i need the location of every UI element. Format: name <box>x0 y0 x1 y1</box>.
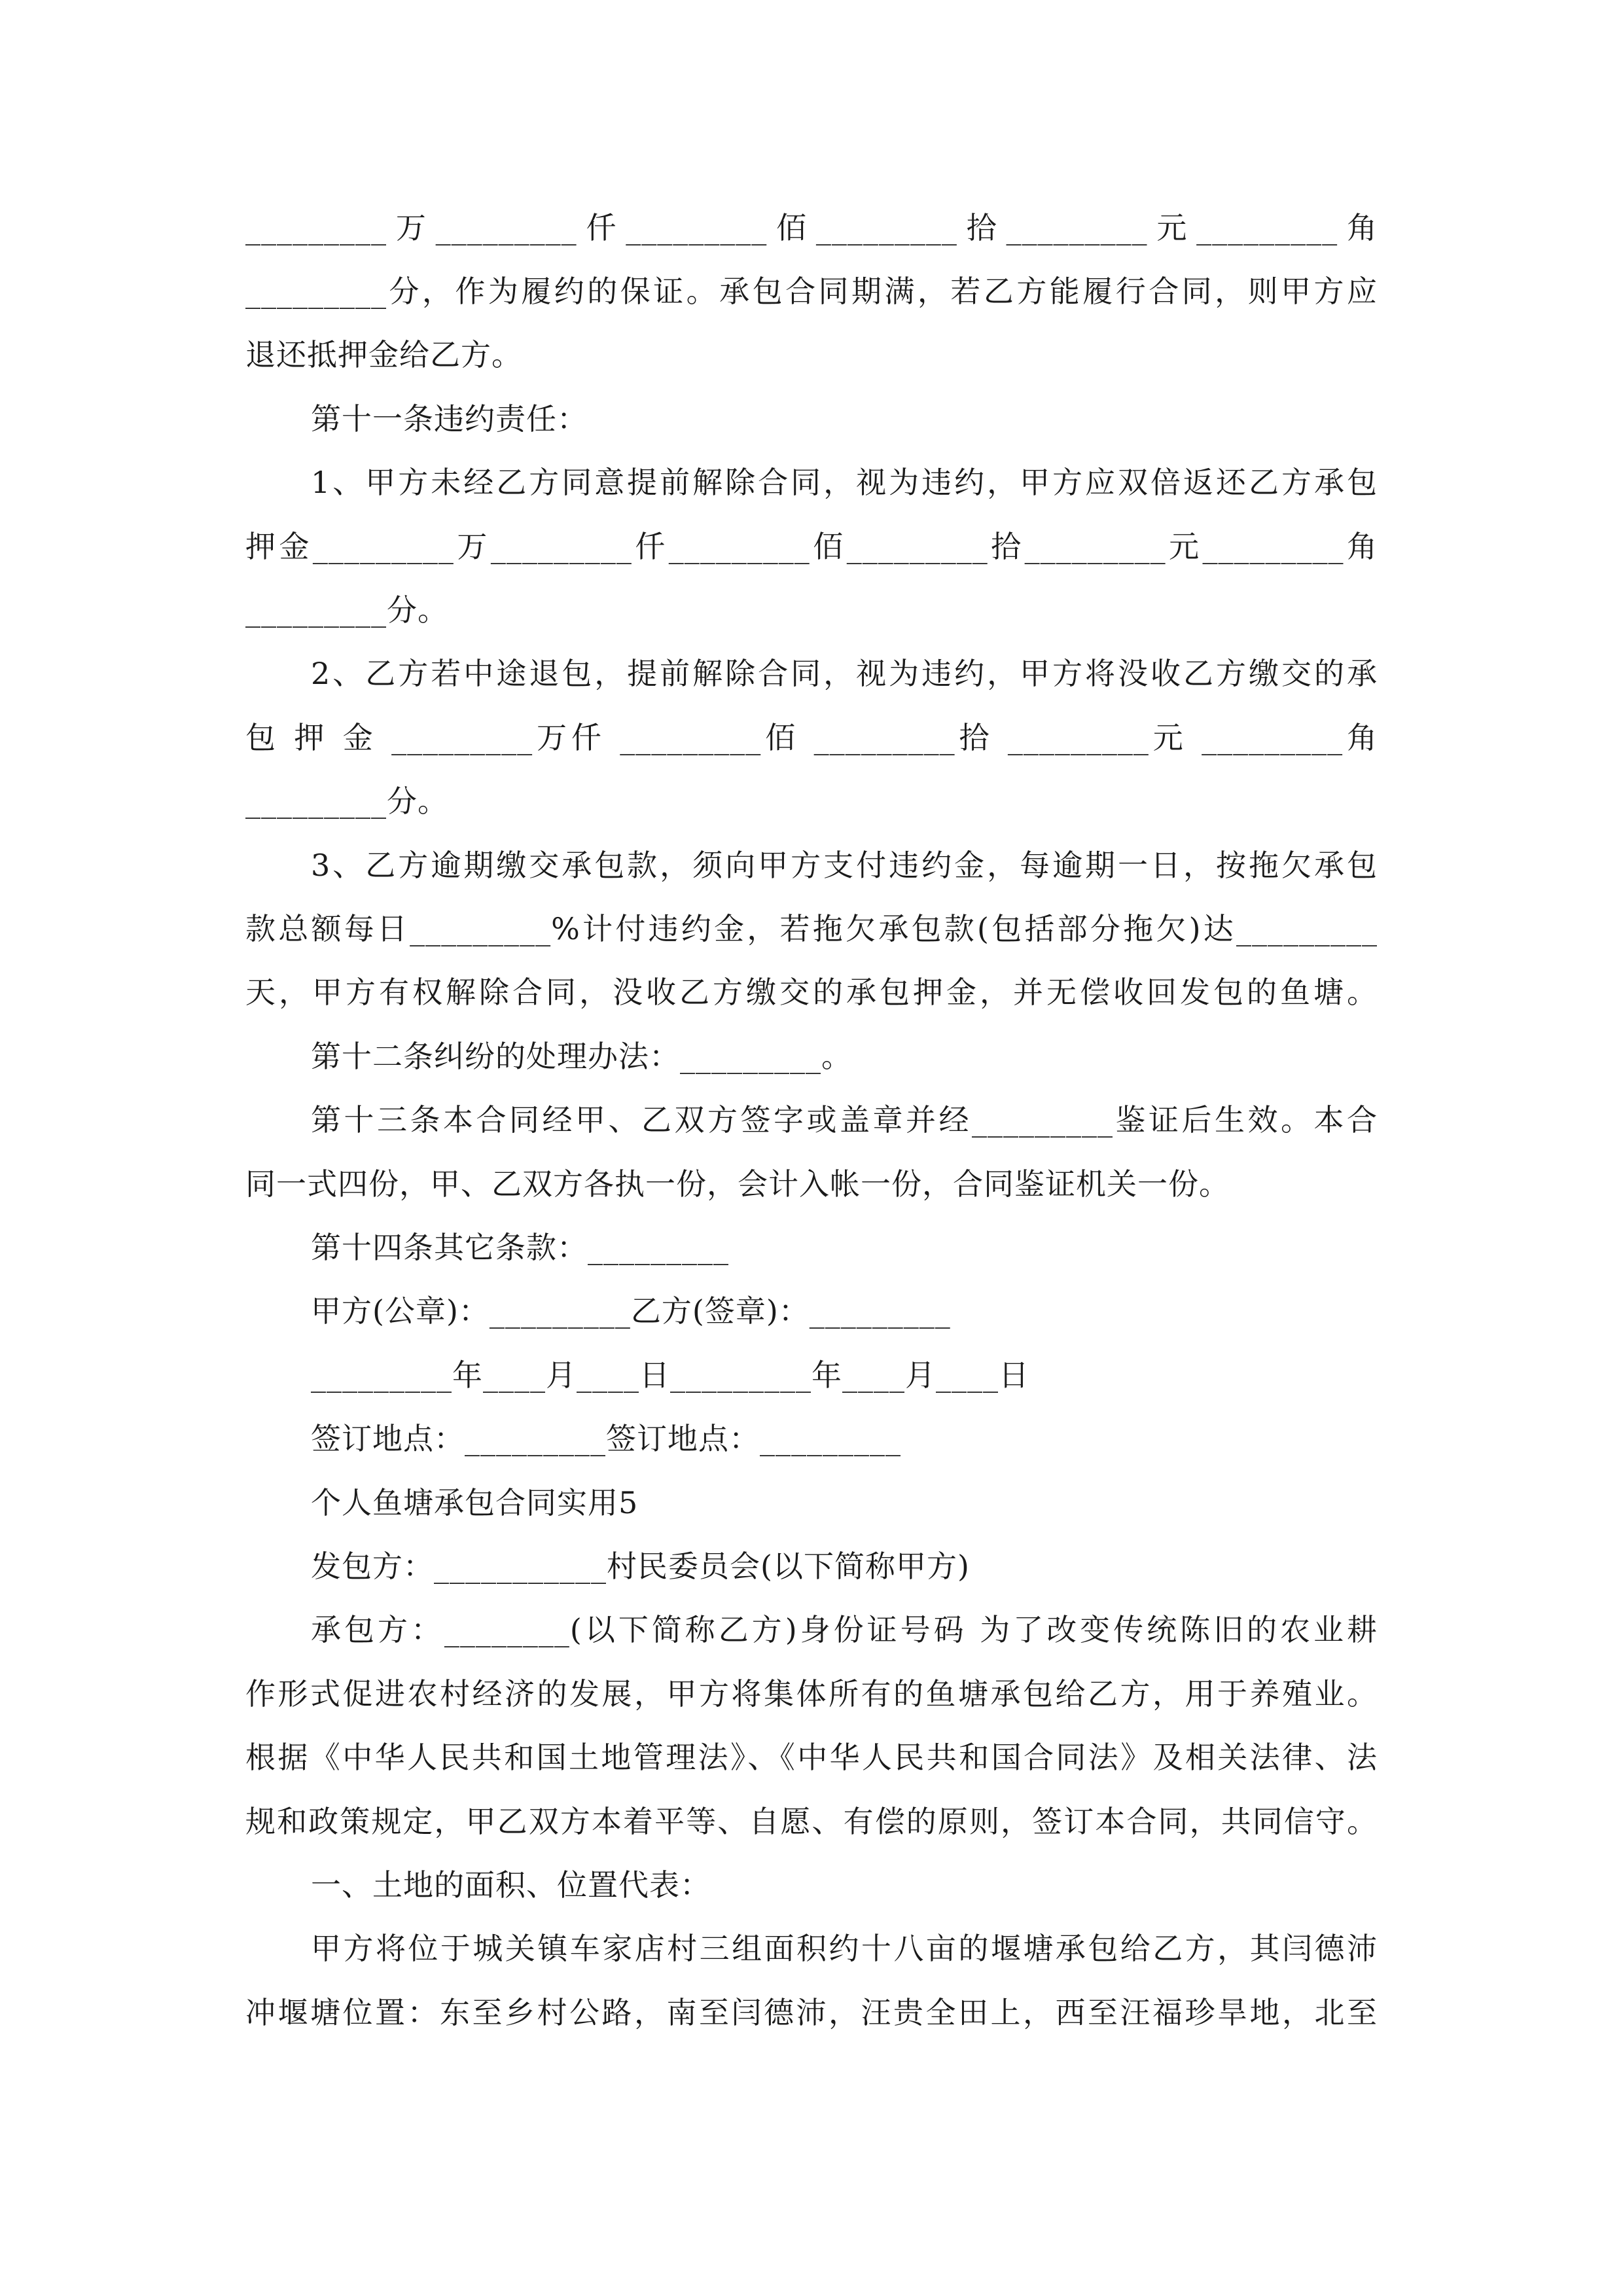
text-line: 冲堰塘位置：东至乡村公路，南至闫德沛，汪贵全田上，西至汪福珍旱地，北至 <box>245 1995 1378 2030</box>
text-line: 甲方将位于城关镇车家店村三组面积约十八亩的堰塘承包给乙方，其闫德沛 <box>311 1931 1378 1966</box>
text-line: 第十四条其它条款：_________ <box>311 1230 729 1265</box>
text-line: 款总额每日_________%计付违约金，若拖欠承包款(包括部分拖欠)达_________ <box>245 911 1378 946</box>
text-line: 天，甲方有权解除合同，没收乙方缴交的承包押金，并无偿收回发包的鱼塘。 <box>245 975 1378 1010</box>
text-line: 发包方：___________村民委员会(以下简称甲方) <box>311 1549 970 1584</box>
text-line: 第十一条违约责任： <box>311 401 588 437</box>
text-line: 包 押 金 _________万仟 _________佰 _________拾 _________元 _________角 <box>245 720 1378 755</box>
text-line: 甲方(公章)：_________乙方(签章)：_________ <box>311 1293 951 1329</box>
text-line: 1、甲方未经乙方同意提前解除合同，视为违约，甲方应双倍返还乙方承包 <box>311 465 1378 500</box>
text-line: 第十三条本合同经甲、乙双方签字或盖章并经_________鉴证后生效。本合 <box>311 1102 1378 1138</box>
text-line: 2、乙方若中途退包，提前解除合同，视为违约，甲方将没收乙方缴交的承 <box>311 656 1378 691</box>
text-line: _________年____月____日_________年____月____日 <box>311 1357 1029 1393</box>
text-line: 同一式四份，甲、乙双方各执一份，会计入帐一份，合同鉴证机关一份。 <box>245 1166 1230 1202</box>
text-line: 签订地点：_________签订地点：_________ <box>311 1421 901 1456</box>
section-heading: 个人鱼塘承包合同实用5 <box>311 1485 639 1520</box>
text-line: 押金_________万_________仟_________佰_________拾_________元_________角 <box>245 529 1378 564</box>
text-line: 作形式促进农村经济的发展，甲方将集体所有的鱼塘承包给乙方，用于养殖业。 <box>245 1676 1378 1712</box>
text-line: 承包方：________(以下简称乙方)身份证号码 为了改变传统陈旧的农业耕 <box>311 1612 1378 1647</box>
text-line: 一、土地的面积、位置代表： <box>311 1867 711 1903</box>
text-line: _________分。 <box>245 783 448 819</box>
text-line: 3、乙方逾期缴交承包款，须向甲方支付违约金，每逾期一日，按拖欠承包 <box>311 848 1378 883</box>
text-line: 第十二条纠纷的处理办法：_________。 <box>311 1039 852 1074</box>
text-line: _________万_________仟_________佰_________拾_________元_________角 <box>245 210 1378 245</box>
text-line: _________分。 <box>245 592 448 628</box>
text-line: 根据《中华人民共和国土地管理法》、《中华人民共和国合同法》及相关法律、法 <box>245 1740 1378 1775</box>
text-line: 规和政策规定，甲乙双方本着平等、自愿、有偿的原则，签订本合同，共同信守。 <box>245 1804 1378 1839</box>
text-line: 退还抵押金给乙方。 <box>245 337 522 372</box>
text-line: _________分，作为履约的保证。承包合同期满，若乙方能履行合同，则甲方应 <box>245 274 1378 309</box>
